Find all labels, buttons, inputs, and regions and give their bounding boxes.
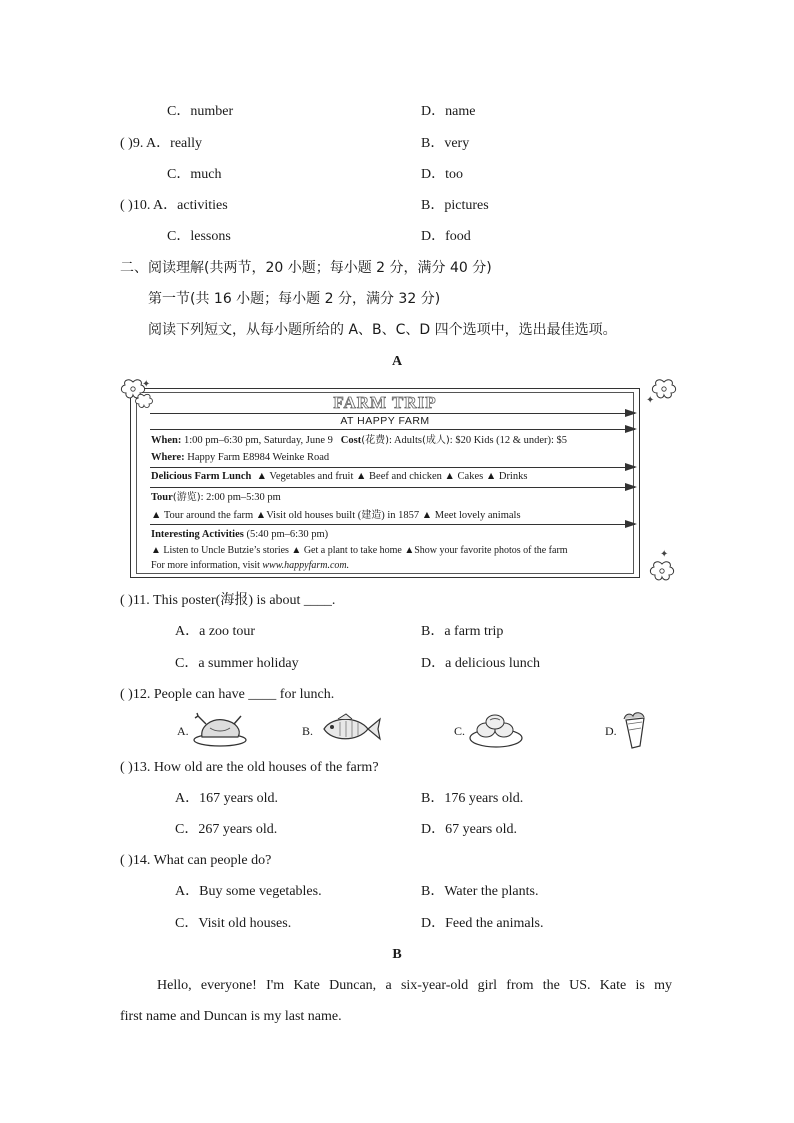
built-cn: 建造 — [361, 510, 382, 521]
q9-option-b: B．very — [421, 136, 470, 151]
divider-arrow — [150, 487, 635, 488]
when-text: 1:00 pm–6:30 pm, Saturday, June 9 — [183, 435, 333, 446]
divider-arrow — [150, 413, 635, 414]
where-text: Happy Farm E8984 Weinke Road — [187, 452, 330, 463]
poster-url: www.happyfarm.com. — [262, 560, 350, 571]
q9-option-d: D．too — [421, 167, 463, 182]
poster-subtitle: AT HAPPY FARM — [340, 415, 430, 427]
flower-corner-icon — [649, 560, 675, 582]
activities-label: Interesting Activities — [151, 529, 244, 540]
poster-when-cost-line — [151, 434, 567, 447]
divider-arrow — [150, 429, 635, 430]
activities-items: ▲ Listen to Uncle Butzie’s stories ▲ Get a plant to take home ▲Show your favorite photos of the farm — [151, 545, 568, 556]
q12-option-c: C. — [454, 724, 466, 738]
sparkle-icon: ✦ — [646, 395, 655, 406]
section-heading: 二、阅读理解(共两节，20 小题；每小题 2 分，满分 40 分) — [120, 260, 492, 276]
q8-option-d: D．name — [421, 104, 476, 119]
passage-a-label: A — [391, 354, 403, 369]
roast-chicken-icon — [192, 710, 248, 748]
tour-items-text: ▲ Tour around the farm ▲Visit old houses built ( — [151, 510, 362, 521]
poster-tour-items — [151, 509, 521, 522]
cost-label: Cost — [340, 435, 362, 446]
where-label: Where: — [151, 452, 185, 463]
q12-option-a: A. — [177, 724, 189, 738]
more-info-text: For more information, visit — [151, 560, 263, 571]
fish-icon — [318, 712, 382, 746]
adults-cn: (成人) — [421, 435, 450, 446]
dumplings-icon — [468, 710, 524, 748]
q13-option-d: D．67 years old. — [421, 822, 518, 837]
sparkle-icon: ✦ — [660, 549, 669, 560]
when-label: When: — [151, 435, 182, 446]
q11-option-a: A．a zoo tour — [175, 624, 256, 639]
q14-stem: ( )14. What can people do? — [120, 853, 272, 868]
q11-option-c: C．a summer holiday — [175, 656, 299, 671]
tour-cn: (游览) — [172, 492, 201, 503]
q9-stem: ( )9. A．really — [120, 136, 203, 151]
q12-option-d: D. — [605, 724, 617, 738]
instruction: 阅读下列短文，从每小题所给的 A、B、C、D 四个选项中，选出最佳选项。 — [148, 322, 617, 338]
poster-more-info — [151, 559, 349, 572]
q10-option-b: B．pictures — [421, 198, 489, 213]
lunch-items: ▲ Vegetables and fruit ▲ Beef and chicken ▲ Cakes ▲ Drinks — [256, 471, 528, 482]
cost-cn: (花费) — [361, 435, 390, 446]
passage-b-line-2: first name and Duncan is my last name. — [120, 1009, 342, 1024]
part-one-heading: 第一节(共 16 小题；每小题 2 分，满分 32 分) — [148, 291, 441, 307]
flower-corner-icon — [651, 378, 677, 400]
cost-text: : Adults — [389, 435, 422, 446]
tour-items-text-2: ) in 1857 ▲ Meet lovely animals — [381, 510, 521, 521]
passage-b-label: B — [392, 947, 402, 962]
q8-option-c: C．number — [167, 104, 234, 119]
poster-title: FARM TRIP — [333, 393, 437, 412]
q11-stem: ( )11. This poster(海报) is about ____. — [120, 593, 336, 608]
q13-stem: ( )13. How old are the old houses of the farm? — [120, 760, 379, 775]
q11-option-b: B．a farm trip — [421, 624, 504, 639]
q13-option-b: B．176 years old. — [421, 791, 524, 806]
q12-stem: ( )12. People can have ____ for lunch. — [120, 687, 335, 702]
q10-option-c: C．lessons — [167, 229, 231, 244]
q14-option-c: C．Visit old houses. — [175, 916, 292, 931]
q10-option-d: D．food — [421, 229, 471, 244]
poster-tour-line — [151, 491, 281, 504]
divider-arrow — [150, 524, 635, 525]
tour-time: : 2:00 pm–5:30 pm — [200, 492, 281, 503]
tour-label: Tour — [151, 492, 173, 503]
poster-where-line — [151, 451, 329, 464]
poster-lunch-line — [151, 470, 527, 483]
q10-stem: ( )10. A．activities — [120, 198, 228, 213]
q14-option-b: B．Water the plants. — [421, 884, 539, 899]
activities-time: (5:40 pm–6:30 pm) — [246, 529, 329, 540]
sparkle-icon: ✦ — [142, 379, 151, 390]
q14-option-a: A．Buy some vegetables. — [175, 884, 322, 899]
q11-option-d: D．a delicious lunch — [421, 656, 540, 671]
divider-arrow — [150, 467, 635, 468]
lunch-label: Delicious Farm Lunch — [151, 471, 252, 482]
cost-tail: : $20 Kids (12 & under): $5 — [449, 435, 568, 446]
q9-option-c: C．much — [167, 167, 222, 182]
q13-option-c: C．267 years old. — [175, 822, 278, 837]
passage-b-line-1: Hello, everyone! I'm Kate Duncan, a six-year-old girl from the US. Kate is my — [157, 978, 672, 993]
wrap-icon — [618, 710, 650, 750]
poster-activities-line — [151, 528, 328, 541]
q12-option-b: B. — [302, 724, 314, 738]
q13-option-a: A．167 years old. — [175, 791, 279, 806]
q14-option-d: D．Feed the animals. — [421, 916, 544, 931]
